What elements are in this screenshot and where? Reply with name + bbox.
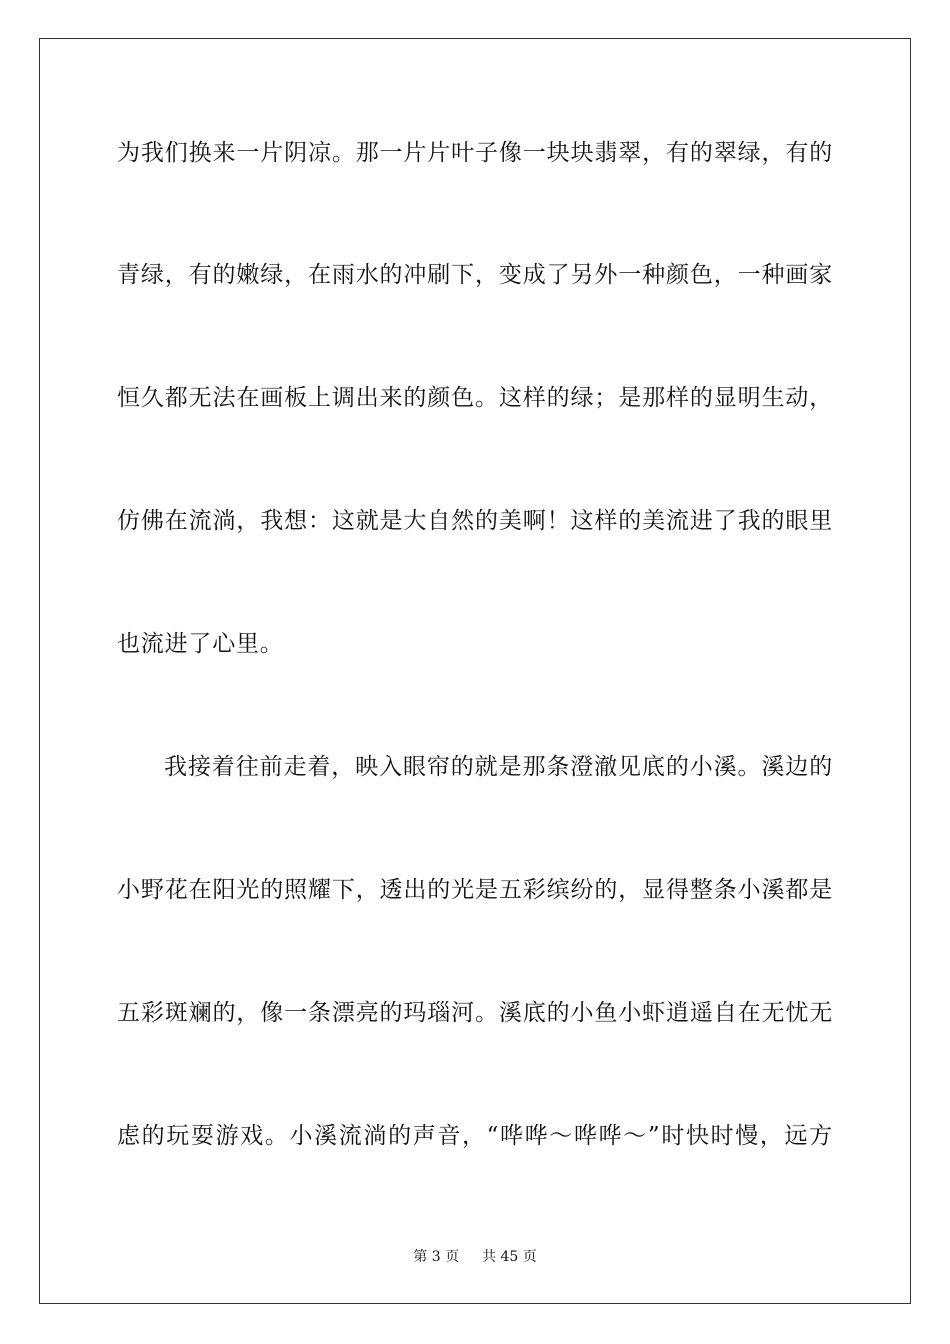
text-line-5: 也流进了心里。: [117, 631, 284, 657]
text-line-9: 虑的玩耍游戏。小溪流淌的声音，“哗哗～哗哗～”时快时慢，远方: [117, 1123, 833, 1149]
text-line-1: 为我们换来一片阴凉。那一片片叶子像一块块翡翠，有的翠绿，有的: [117, 140, 833, 166]
text-line-7: 小野花在阳光的照耀下，透出的光是五彩缤纷的，显得整条小溪都是: [117, 877, 833, 903]
page-footer: [0, 1248, 950, 1266]
text-line-8: 五彩斑斓的，像一条漂亮的玛瑙河。溪底的小鱼小虾逍遥自在无忧无: [117, 1000, 833, 1026]
page-total: 共 45 页: [482, 1249, 537, 1265]
text-line-3: 恒久都无法在画板上调出来的颜色。这样的绿；是那样的显明生动，: [117, 385, 833, 411]
page-border: [39, 38, 911, 1304]
text-line-2: 青绿，有的嫩绿，在雨水的冲刷下，变成了另外一种颜色，一种画家: [117, 262, 833, 288]
text-line-6: 我接着往前走着，映入眼帘的就是那条澄澈见底的小溪。溪边的: [164, 754, 833, 780]
text-line-4: 仿佛在流淌，我想：这就是大自然的美啊！这样的美流进了我的眼里: [117, 508, 833, 534]
page-number: 第 3 页: [413, 1249, 460, 1265]
